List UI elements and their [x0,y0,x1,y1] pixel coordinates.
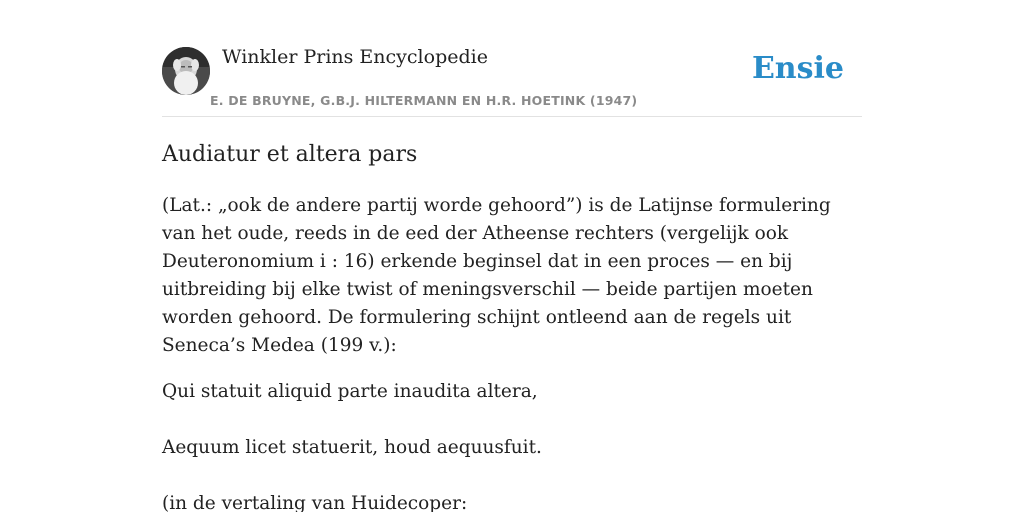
verse-line: Qui statuit aliquid parte inaudita altera, [162,381,538,402]
brand-logo-link[interactable]: Ensie [751,51,844,86]
authors-line: E. DE BRUYNE, G.B.J. HILTERMANN EN H.R. HOETINK (1947) [210,93,638,108]
verse-line: Aequum licet statuerit, houd aequusfuit. [162,437,542,458]
site-title[interactable]: Winkler Prins Encyclopedie [222,46,488,68]
site-header [162,46,862,117]
article-content [162,140,862,512]
article-intro: (Lat.: „ook de andere partij worde gehoord”) is de Latijnse formulering van het oude, reeds in de eed der Atheense rechters (vergelijk ook Deuteronomium i : 16) erkende beginsel dat in een proces — en bij uitbreiding bij elke twist of meningsverschil — beide partijen moeten worden gehoord. De formulering schijnt ontleend aan de regels uit Seneca’s Medea (199 v.): [162,195,831,356]
translation-line: (in de vertaling van Huidecoper: [162,493,468,512]
article-title: Audiatur et altera pars [162,142,418,167]
portrait-avatar-icon [162,47,210,95]
